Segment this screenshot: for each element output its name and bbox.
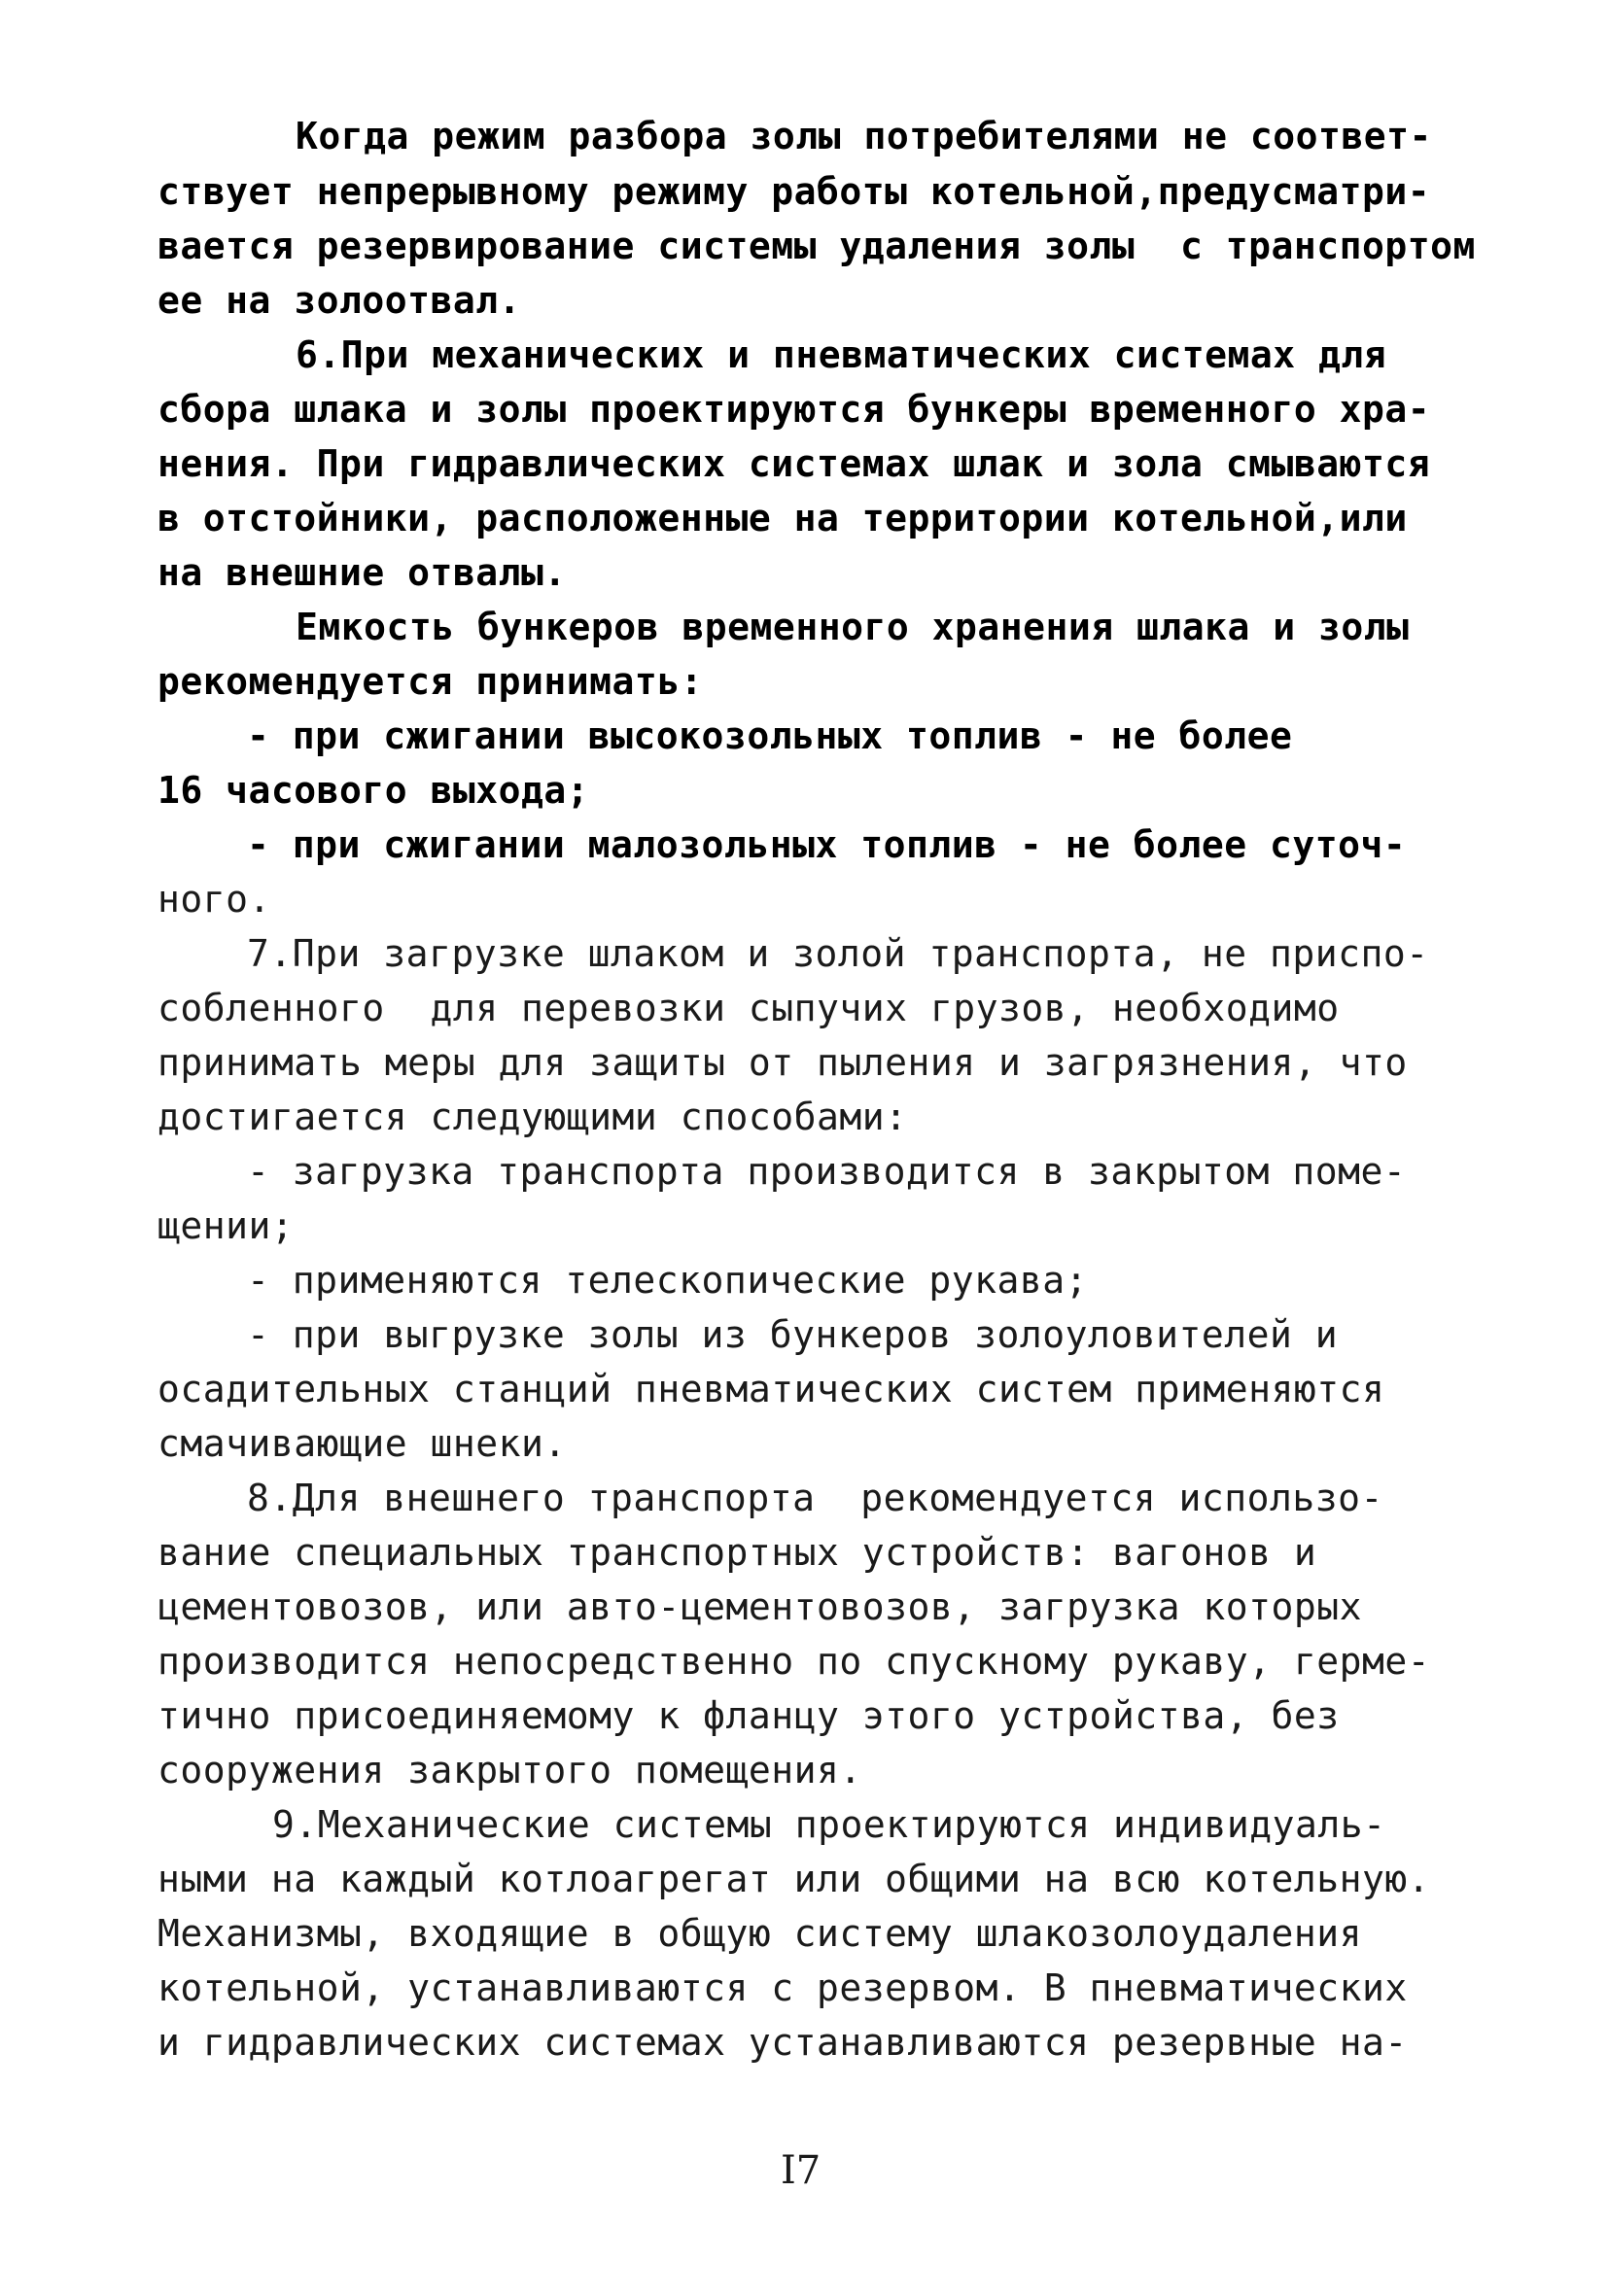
- text-line: щении;: [157, 1204, 295, 1247]
- page-number: I7: [781, 2148, 821, 2193]
- text-line: собленного для перевозки сыпучих грузов, необходимо: [157, 987, 1340, 1029]
- text-line: 8.Для внешнего транспорта рекомендуется использо-: [247, 1477, 1383, 1519]
- text-line: вается резервирование системы удаления золы с транспортом: [157, 225, 1476, 267]
- text-line: нения. При гидравлических системах шлак и зола смываются: [157, 442, 1431, 485]
- text-line: вание специальных транспортных устройств: вагонов и: [157, 1531, 1317, 1574]
- text-line: ными на каждый котлоагрегат или общими на всю котельную.: [157, 1858, 1431, 1900]
- text-line: - при сжигании высокозольных топлив - не более: [247, 714, 1293, 757]
- text-line: Механизмы, входящие в общую систему шлакозолоудаления: [157, 1912, 1363, 1955]
- text-line: Когда режим разбора золы потребителями не соответ-: [296, 115, 1432, 157]
- text-line: 6.При механических и пневматических системах для: [296, 333, 1387, 376]
- text-line: ствует непрерывному режиму работы котельной,предусматри-: [157, 170, 1431, 213]
- text-line: рекомендуется принимать:: [157, 660, 704, 703]
- text-line: 16 часового выхода;: [157, 769, 590, 812]
- text-line: ного.: [157, 878, 271, 921]
- text-line: цементовозов, или авто-цементовозов, загрузка которых: [157, 1585, 1363, 1628]
- text-line: 9.Механические системы проектируются индивидуаль-: [272, 1803, 1386, 1846]
- text-line: Емкость бункеров временного хранения шлака и золы: [296, 606, 1410, 648]
- text-line: - применяются телескопические рукава;: [247, 1259, 1088, 1302]
- text-line: производится непосредственно по спускному рукаву, герме-: [157, 1640, 1431, 1683]
- text-line: тично присоединяемому к фланцу этого устройства, без: [157, 1694, 1340, 1737]
- text-line: 7.При загрузке шлаком и золой транспорта, не приспо-: [247, 932, 1429, 975]
- text-line: принимать меры для защиты от пыления и загрязнения, что: [157, 1041, 1408, 1084]
- text-line: осадительных станций пневматических систем применяются: [157, 1368, 1385, 1410]
- text-line: котельной, устанавливаются с резервом. В пневматических: [157, 1966, 1408, 2009]
- text-line: - загрузка транспорта производится в закрытом поме-: [247, 1150, 1407, 1193]
- text-line: в отстойники, расположенные на территории котельной,или: [157, 497, 1408, 539]
- text-line: смачивающие шнеки.: [157, 1422, 567, 1465]
- text-line: достигается следующими способами:: [157, 1096, 908, 1138]
- text-line: и гидравлических системах устанавливаются резервные на-: [157, 2021, 1408, 2064]
- text-line: - при выгрузке золы из бункеров золоуловителей и: [247, 1313, 1339, 1356]
- text-line: ее на золоотвал.: [157, 279, 522, 322]
- text-line: на внешние отвалы.: [157, 551, 567, 594]
- text-line: сооружения закрытого помещения.: [157, 1749, 862, 1792]
- text-line: - при сжигании малозольных топлив - не более суточ-: [247, 823, 1407, 866]
- text-line: сбора шлака и золы проектируются бункеры временного хра-: [157, 388, 1431, 431]
